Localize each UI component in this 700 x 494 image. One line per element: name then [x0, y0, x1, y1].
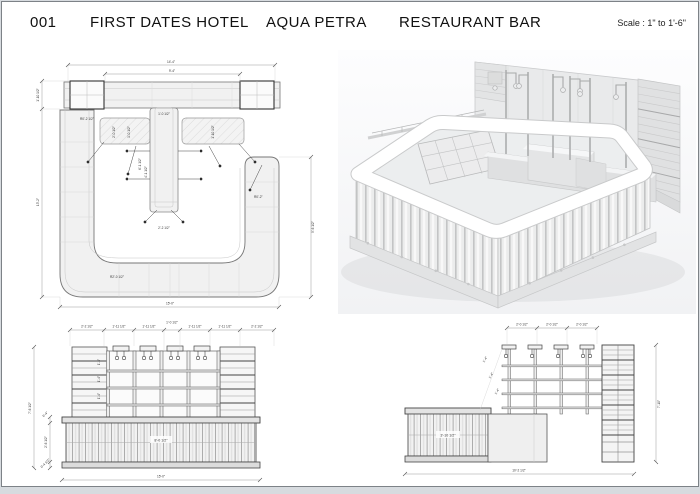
- dim-label: 1'-4": [481, 355, 489, 364]
- dim-label: 7'-6 1/2": [28, 402, 32, 414]
- side-elevation: [394, 318, 694, 487]
- dim-label: 1'-11 1/2": [112, 324, 126, 329]
- side-return-panel: [488, 414, 547, 462]
- elev-plinth: [62, 462, 260, 468]
- dim-label: 7'-10": [657, 399, 661, 409]
- dim-label: 9'-4": [168, 69, 176, 73]
- dim-label: 6'-1 1/2": [138, 158, 142, 170]
- dim-label: 14'-4": [166, 60, 176, 64]
- plan-island: [150, 108, 178, 212]
- dim-label: 2'-0 1/2": [516, 322, 528, 327]
- dim-label: R0'-2": [254, 195, 263, 199]
- dim-label: 1'-11 1/2": [142, 324, 156, 329]
- dim-label: 1'-4": [493, 387, 501, 396]
- dim-label: 2'-2 1/2": [81, 324, 93, 329]
- dim-label: 2'-2 1/2": [158, 226, 170, 230]
- plan-end-cabinet-right: [240, 81, 274, 109]
- dim-label: 13'-2": [36, 197, 40, 207]
- dim-label: 1'-0 1/2": [166, 320, 178, 325]
- plan-view: [24, 52, 334, 314]
- render-3d: [338, 50, 696, 314]
- dim-label: 1'-11 1/2": [188, 324, 202, 329]
- dim-label: 0'-4 1/2": [39, 457, 51, 469]
- dim-label: 1'-4": [97, 358, 101, 366]
- side-plinth: [405, 456, 491, 462]
- sheet-number: 001: [30, 14, 57, 31]
- dim-label: 2'-6 1/2": [44, 436, 48, 448]
- dim-label: 15'-0": [156, 474, 166, 479]
- front-elevation: [20, 318, 335, 487]
- drawing-sheet: [1, 1, 699, 487]
- dim-label: 1'-4": [97, 375, 101, 383]
- dim-label: 8'-0 1/2": [154, 438, 168, 443]
- dim-label: 4'-1 1/2": [144, 166, 148, 178]
- plan-counter-left: [100, 118, 150, 144]
- elev-countertop: [62, 417, 260, 423]
- dim-label: R0'-2 1/2": [80, 117, 94, 121]
- side-slat-column: [602, 345, 634, 462]
- title-block: [2, 2, 698, 42]
- elev-tap-grid: [97, 346, 220, 419]
- dim-label: 1'-10 1/2": [211, 125, 215, 139]
- dim-label: 2'-0 1/2": [576, 322, 588, 327]
- dim-label: R2'-0 1/2": [110, 275, 124, 279]
- dim-label: 1'-11 1/2": [218, 324, 232, 329]
- scale-label: Scale : 1" to 1'-6": [617, 18, 686, 28]
- dim-label: 9'-6 1/2": [311, 221, 315, 233]
- dim-label: 2'-2 1/2": [251, 324, 263, 329]
- dim-label: 1'-0 1/2": [127, 126, 131, 138]
- title-venue: AQUA PETRA: [266, 14, 367, 31]
- title-hotel: FIRST DATES HOTEL: [90, 14, 249, 31]
- dim-label: 2'-0 1/2": [546, 322, 558, 327]
- dim-label: 1'-10 1/2": [36, 88, 40, 102]
- plan-end-cabinet-left: [70, 81, 104, 109]
- dim-label: 1'-4": [487, 371, 495, 380]
- side-tap-grid: [502, 345, 602, 414]
- dim-label: 10'-2 1/2": [512, 468, 526, 473]
- dim-label: 2'-0 1/2": [112, 126, 116, 138]
- dim-label: 0'-4": [41, 410, 49, 418]
- dim-label: 1'-4": [97, 392, 101, 400]
- title-drawing: RESTAURANT BAR: [399, 14, 542, 31]
- dim-label: 1'-0 1/2": [158, 112, 170, 116]
- dim-label: 3'-10 1/2": [440, 433, 456, 438]
- dim-label: 15'-0": [165, 301, 175, 306]
- elev-wall-left: [72, 347, 107, 419]
- side-countertop: [405, 408, 491, 414]
- elev-wall-right: [220, 347, 255, 419]
